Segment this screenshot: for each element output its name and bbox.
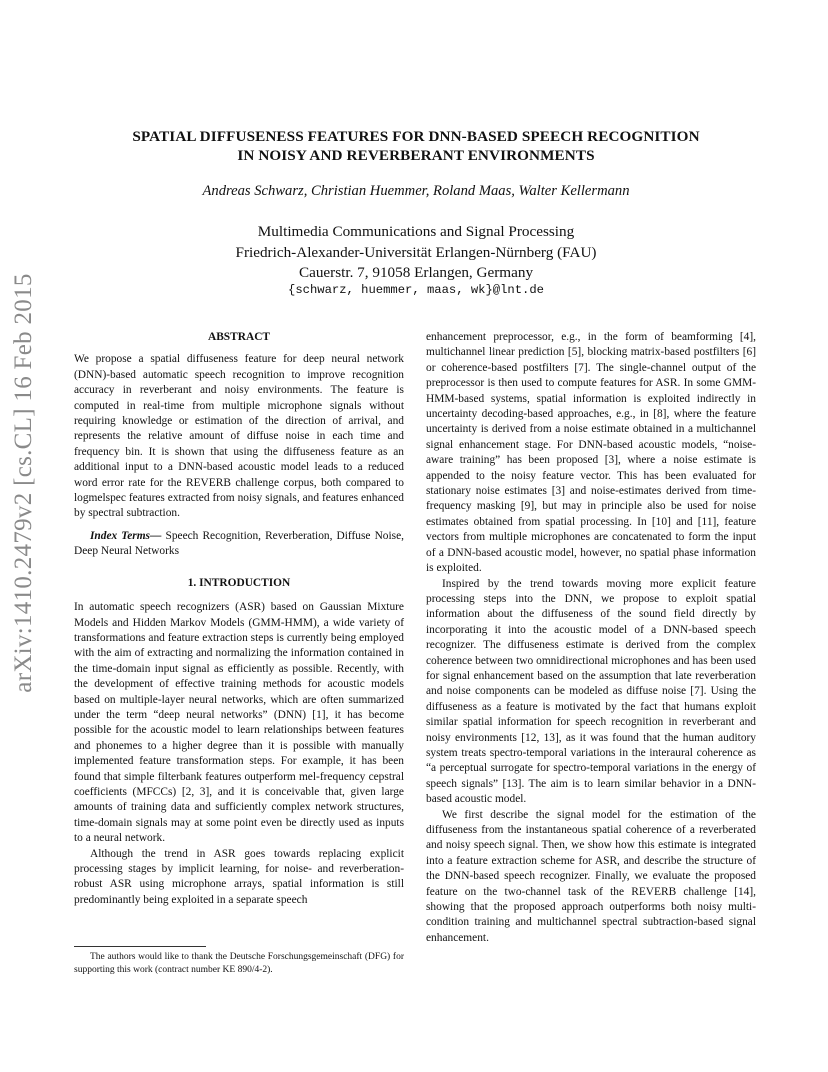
abstract-heading: ABSTRACT [207, 331, 271, 343]
affiliation-line: Cauerstr. 7, 91058 Erlangen, Germany [298, 264, 534, 281]
abstract-text: We propose a spatial diffuseness feature for deep neural network (DNN)-based automatic speech recognition to improve recognition accuracy in reverberant and noisy environments. The feature is computed in real-time from multiple microphone signals without requiring knowledge or estimation of the direction of arrival, and represents the relative amount of diffuse noise in each time and frequency bin. It is shown that using the diffuseness feature as an additional input to a DNN-based acoustic model leads to a reduced word error rate for the REVERB challenge corpus, both compared to logmelspec features extracted from noisy signals, and features enhanced by spectral subtraction. [74, 353, 404, 520]
index-terms [74, 529, 404, 560]
affiliation [70, 222, 762, 284]
body-paragraph: Although the trend in ASR goes towards replacing explicit processing stages by implicit learning, for noise- and reverberation-robust ASR using microphone arrays, spatial information is still predominantly being exploited in a separate speech [74, 847, 404, 906]
body-paragraph: Inspired by the trend towards moving more explicit feature processing steps into the DNN, we propose to exploit spatial information about the diffuseness of the sound field directly by incorporating it into the acoustic model of a DNN-based speech recognizer. The diffuseness estimate is derived from the complex coherence between two omnidirectional microphones and has been used for signal enhancement based on the assumption that late reverberation and noise components can be modeled as diffuse noise [7]. Using the diffuseness as a feature is motivated by the fact that humans exploit similar spatial information for speech recognition in reverberant and noisy environments [12, 13], as it was found that the human auditory system treats spectro-temporal variations in the interaural coherence as “a perceptual surrogate for spectro-temporal variations in the energy of speech signals” [13]. The aim is to learn similar behavior in a DNN-based acoustic model. [426, 577, 756, 806]
paper-title [70, 127, 762, 165]
body-paragraph: enhancement preprocessor, e.g., in the form of beamforming [4], multichannel linear prediction [5], blocking matrix-based postfilters [6] or coherence-based postfilters [7]. The single-channel output of the preprocessor is then used to compute features for ASR. In some GMM-HMM-based systems, spatial information is exploited indirectly in uncertainty decoding-based approaches, e.g., in [8], where the feature uncertainty is derived from a noise estimate obtained in a multichannel signal enhancement stage. For DNN-based acoustic models, “noise-aware training” has been proposed [3], where a noise estimate is appended to the noisy feature vector. This has been evaluated for stationary noise estimates [3] and noise-estimates derived from time-frequency masking [9], but may in principle also be used for noise estimates obtained from spatial processing. In [10] and [11], feature vectors from multiple microphones are concatenated to form the input of a DNN-based acoustic model, however, no spatial phase information is exploited. [426, 331, 756, 575]
footnote: The authors would like to thank the Deutsche Forschungsgemeinschaft (DFG) for supporting this work (contract number KE 890/4-2). [74, 952, 404, 975]
body-paragraph: We first describe the signal model for the estimation of the diffuseness from the instantaneous spatial coherence of a reverberated and noisy speech signal. Then, we show how this estimate is integrated into a feature extraction scheme for ASR, and describe the structure of the DNN-based speech recognizer. Finally, we evaluate the proposed feature on the two-channel task of the REVERB challenge [14], showing that the proposed approach outperforms both noisy multi-condition training and multichannel spectral subtraction-based signal enhancement. [426, 808, 756, 944]
footnote-rule [74, 946, 206, 947]
arxiv-stamp-text: arXiv:1410.2479v2 [cs.CL] 16 Feb 2015 [10, 273, 37, 693]
affiliation-line: Multimedia Communications and Signal Processing [257, 223, 575, 240]
left-column [74, 330, 404, 908]
title-line: SPATIAL DIFFUSENESS FEATURES FOR DNN-BASED SPEECH RECOGNITION [132, 128, 700, 145]
section-heading: 1. INTRODUCTION [187, 576, 291, 589]
title-line: IN NOISY AND REVERBERANT ENVIRONMENTS [237, 147, 595, 164]
body-paragraph: In automatic speech recognizers (ASR) based on Gaussian Mixture Models and Hidden Markov Models (GMM-HMM), a wide variety of transformations and feature extraction steps is currently being employed with the aim of extracting and normalizing the information contained in the time-domain input signal as efficiently as possible. Recently, with the development of effective training methods for acoustic models based on multiple-layer neural networks, which are often summarized under the term “deep neural networks” (DNN) [1], it has become possible for the acoustic model to learn relationships between features and phonemes to a higher degree than it is possible with manually implemented feature transformation steps. For example, it has been found that simple filterbank features outperform mel-frequency cepstral coefficients (MFCCs) [2, 3], and it is conceivable that, given large amounts of training data and sufficiently complex network structures, time-domain signals may at some point even be directly used as inputs to a neural network. [74, 601, 404, 845]
arxiv-stamp [4, 273, 44, 693]
author-list: Andreas Schwarz, Christian Huemmer, Roland Maas, Walter Kellermann [202, 183, 630, 199]
email-addresses: {schwarz, huemmer, maas, wk}@lnt.de [288, 283, 544, 297]
index-terms-text: Speech Recognition, Reverberation, Diffuse Noise, Deep Neural Networks [74, 529, 404, 558]
index-terms-label: Index Terms— [90, 529, 162, 542]
affiliation-line: Friedrich-Alexander-Universität Erlangen-Nürnberg (FAU) [235, 243, 597, 261]
right-column [426, 330, 756, 946]
